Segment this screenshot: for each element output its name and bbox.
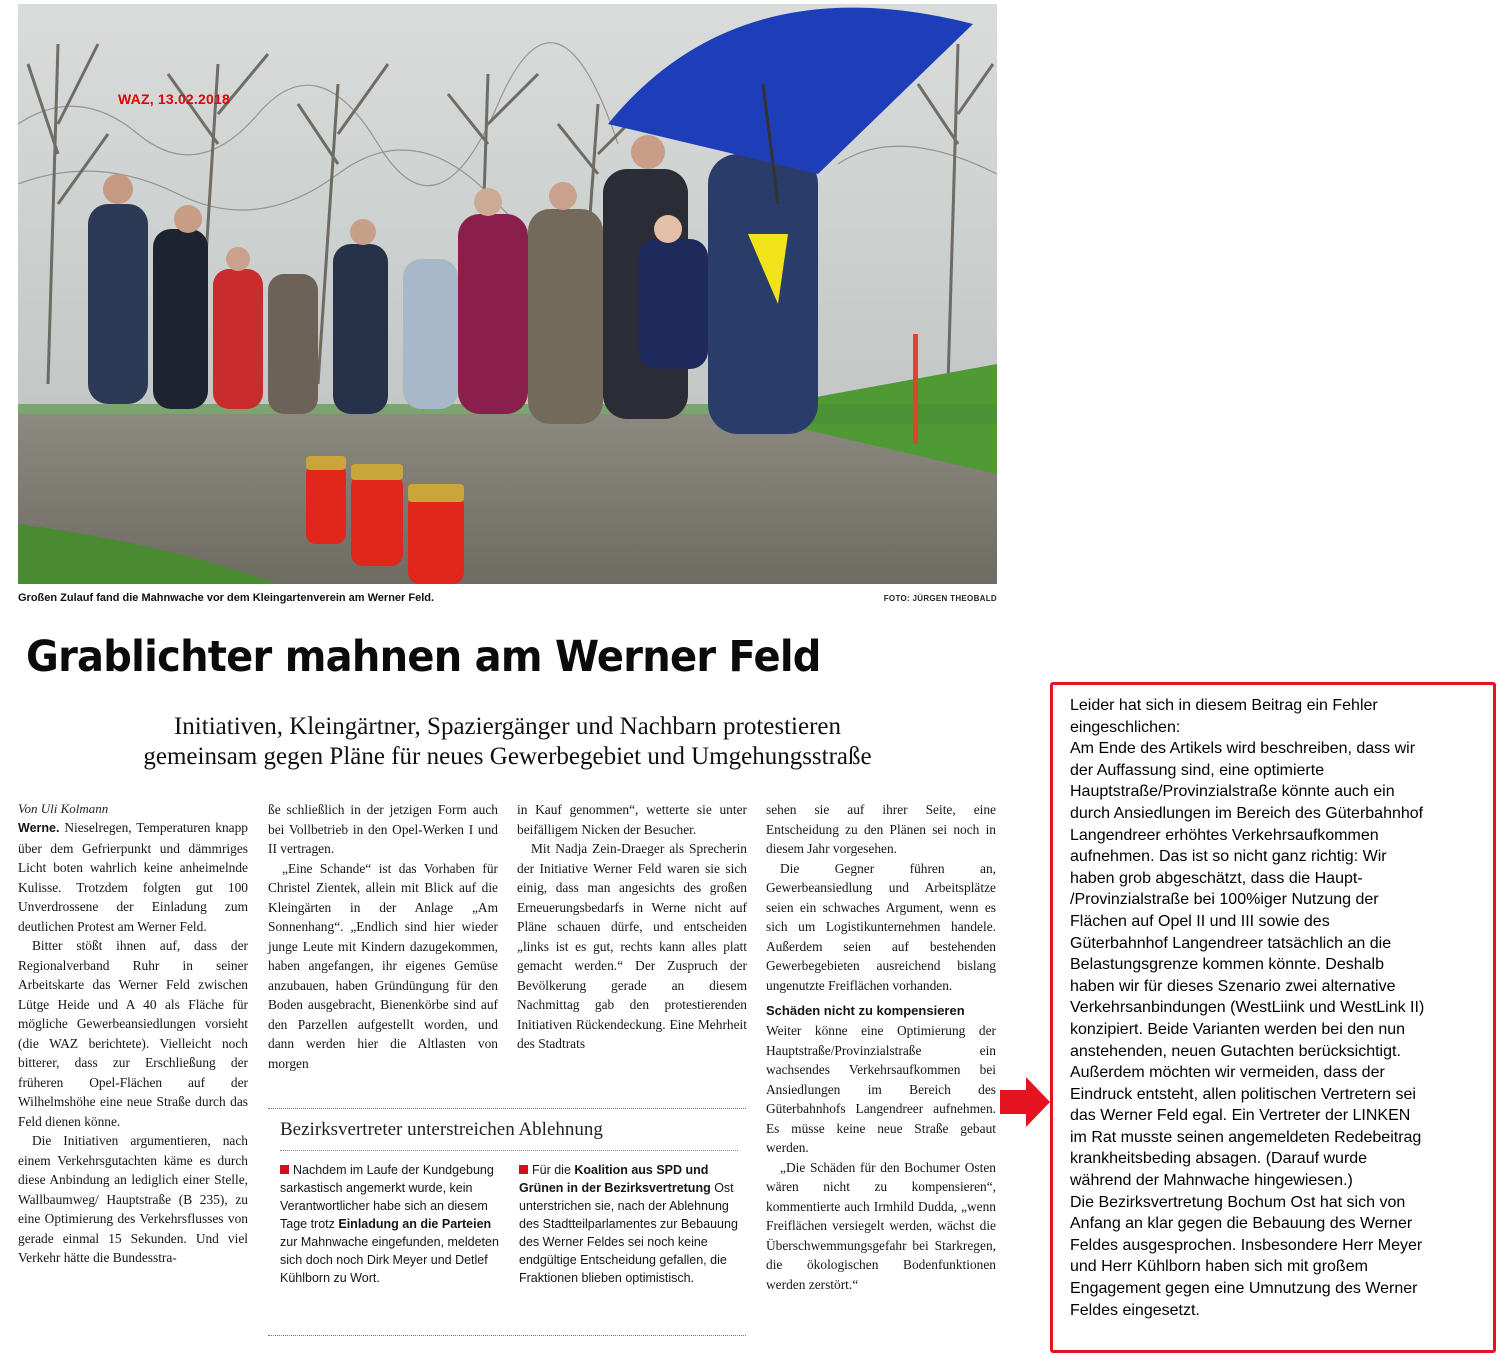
correction-note-line: durch Ansiedlungen im Bereich des Güterbahnhof [1070, 804, 1424, 822]
paragraph-text: Nieselregen, Temperaturen knapp über dem Gefrierpunkt und dämmriges Licht boten wahrlich keine anheimelnde Kulisse. Trotzdem folgten gut 100 Unverdrossene der Einladung zum deutlichen Protest am Werner Feld. [18, 820, 248, 934]
correction-note-line: während der Mahnwache hingewiesen.) [1070, 1172, 1353, 1190]
correction-note-line: Eindruck entsteht, allen politischen Vertretern sei [1070, 1085, 1416, 1103]
info-box-divider [280, 1150, 738, 1151]
article-subline-1: Initiativen, Kleingärtner, Spaziergänger und Nachbarn protestieren [173, 713, 842, 740]
correction-note-line: der Auffassung sind, eine optimierte [1070, 761, 1325, 779]
bold-text-run: Koalition aus SPD und Grünen in der Bezirksvertretung [519, 1163, 711, 1195]
section-subhead: Schäden nicht zu kompensieren [766, 1003, 965, 1018]
correction-note-line: Feldes eingesetzt. [1070, 1301, 1200, 1319]
paragraph [18, 818, 248, 936]
info-box-title: Bezirksvertreter unterstreichen Ablehnung [280, 1119, 603, 1140]
text-run: Für die [532, 1163, 575, 1177]
correction-note-line: Engagement gegen eine Umnutzung des Werner [1070, 1280, 1418, 1298]
article-column-3 [517, 800, 747, 1054]
correction-note-line: Die Bezirksvertretung Bochum Ost hat sich von [1070, 1193, 1406, 1211]
text-run: zur Mahnwache eingefunden, meldeten sich doch noch Dirk Meyer und Detlef Kühlborn zu Wort. [280, 1235, 499, 1285]
dateline: Werne. [18, 821, 60, 835]
correction-note-line: anstehenden, neuen Gutachten berücksichtigt. [1070, 1042, 1401, 1060]
paragraph: „Eine Schande“ ist das Vorhaben für Christel Zientek, allein mit Blick auf die Kleingärten in der Anlage „Am Sonnenhang“. „Endlich sind hier wieder junge Leute mit Kindern dazugekommen, haben angefangen, ihr eigenes Gemüse anzubauen, haben Gründüngung für den Boden ausgebracht, Bienenkörbe sind auf den Parzellen aufgestellt worden, und dann werden hier die Altlasten von morgen [268, 860, 498, 1071]
paragraph: Die Initiativen argumentieren, nach einem Verkehrsgutachten käme es durch diese Anbindung an lediglich einer Stelle, Wallbaumweg/ Hauptstraße (B 235), zu eine Optimierung des Verkehrsflusses von gerade einmal 15 Sekunden. Und viel Verkehr hätte die Bundesstra- [18, 1133, 248, 1265]
correction-note-line: Verkehrsanbindungen (WestLiink und WestLink II) [1070, 999, 1425, 1017]
correction-note-line: Flächen auf Opel II und III sowie des [1070, 912, 1330, 930]
correction-note-line: Feldes ausgesprochen. Insbesondere Herr Meyer [1070, 1236, 1423, 1254]
paragraph: sehen sie auf ihrer Seite, eine Entscheidung zu den Plänen sei noch in diesem Jahr vorgesehen. [766, 802, 996, 856]
bullet-square-icon [280, 1165, 289, 1174]
correction-note-line: und Herr Kühlborn haben sich mit großem [1070, 1258, 1368, 1276]
paragraph: Weiter könne eine Optimierung der Hauptstraße/Provinzialstraße ein wachsendes Verkehrsaufkommen bei Ansiedlungen im Bereich des Güterbahnhofs Langendreer aufnehmen. Es müsse keine neue Straße gebaut werden. [766, 1023, 996, 1155]
correction-note-line: haben grob abgeschätzt, dass die Haupt- [1070, 869, 1363, 887]
text-run: Nachdem im Laufe der Kundgebung sarkastisch angemerkt wurde, kein Verantwortlicher habe sich an diesem Tage trotz [280, 1163, 494, 1231]
photo-credit: FOTO: JÜRGEN THEOBALD [883, 594, 997, 603]
correction-note-line: Anfang an klar gegen die Bebauung des Werner [1070, 1215, 1413, 1233]
info-box-left-text [280, 1161, 502, 1287]
article-byline: Von Uli Kolmann [18, 801, 109, 816]
correction-note-line: im Rat musste seinen angemeldeten Redebeitrag [1070, 1128, 1422, 1146]
correction-note-line: Leider hat sich in diesem Beitrag ein Fehler [1070, 697, 1378, 714]
correction-note-text [1070, 695, 1481, 1321]
correction-note-line: krankheitsbeding absagen. (Darauf wurde [1070, 1150, 1368, 1168]
publication-date-stamp: WAZ, 13.02.2018 [118, 91, 230, 107]
info-box [268, 1108, 746, 1336]
correction-note-line: haben wir für dieses Szenario zwei alternative [1070, 977, 1396, 995]
article-column-1 [18, 818, 248, 1268]
photo-caption: Großen Zulauf fand die Mahnwache vor dem Kleingartenverein am Werner Feld. [18, 592, 435, 604]
correction-note-line: Langendreer erhöhtes Verkehrsaufkommen [1070, 826, 1379, 844]
paragraph: Die Gegner führen an, Gewerbeansiedlung und Arbeitsplätze seien ein schwaches Argument, wenn es sich um Logistikunternehmen handele. Außerdem seien auf bestehenden Gewerbegebieten ausreichend bislang ungenutzte Freiflächen vorhanden. [766, 860, 996, 993]
correction-note-line: /Provinzialstraße bei 100%iger Nutzung der [1070, 891, 1379, 909]
paragraph: in Kauf genommen“, wetterte sie unter beifälligem Nicken der Besucher. [517, 802, 747, 837]
article-column-4 [766, 800, 996, 1294]
paragraph: Mit Nadja Zein-Draeger als Sprecherin der Initiative Werner Feld waren sie sich einig, dass man angesichts des großen Erneuerungsbedarfs in Werne nicht auf Pläne schauen dürfe, und entscheiden „links ist es gut, rechts kann alles platt gemacht werden.“ Der Zuspruch der Bevölkerung gerade an diesem Nachmittag gab den protestierenden Initiativen Rückendeckung. Eine Mehrheit des Stadtrats [517, 841, 747, 1051]
text-run: Ost unterstrichen sie, nach der Ablehnung des Stadtteilparlamentes zur Bebauung des Werner Feldes sei noch keine endgültige Entscheidung gefallen, die Fraktionen blieben optimistisch. [519, 1181, 738, 1285]
paragraph: ße schließlich in der jetzigen Form auch bei Vollbetrieb in den Opel-Werken I und II vertragen. [268, 802, 498, 856]
correction-note-line: Am Ende des Artikels wird beschreiben, dass wir [1070, 740, 1416, 758]
correction-note-line: Belastungsgrenze kommen könnte. Deshalb [1070, 956, 1384, 974]
bold-text-run: Einladung an die Parteien [338, 1217, 492, 1231]
correction-note-line: eingeschlichen: [1070, 718, 1181, 736]
red-arrow-icon [1000, 1077, 1050, 1127]
correction-note-line: Hauptstraße/Provinzialstraße könnte auch ein [1070, 783, 1395, 801]
paragraph: „Die Schäden für den Bochumer Osten wären nicht zu kompensieren“, kommentierte auch Irmhild Dudda, „wenn Freiflächen versiegelt werden, wächst die Überschwemmungsgefahr bei Starkregen, die ökologischen Bodenfunktionen werden zerstört.“ [766, 1159, 996, 1292]
info-box-right-text [519, 1161, 741, 1287]
correction-note-line: konzipiert. Beide Varianten werden bei den nun [1070, 1020, 1406, 1038]
article-headline: Grablichter mahnen am Werner Feld [26, 632, 821, 682]
paragraph: Bitter stößt ihnen auf, dass der Regionalverband Ruhr in seiner Arbeitskarte das Werner Feld zwischen Lütge Heide und A 40 als Fläche für mögliche Gewerbeansiedlungen vorsieht (die WAZ berichtete). Vielleicht noch bitterer, dass zur Erschließung der früheren Opel-Flächen auf der Wilhelmshöhe eine neue Straße durch das Feld dienen könne. [18, 938, 248, 1129]
bullet-square-icon [519, 1165, 528, 1174]
correction-note-line: das Werner Feld egal. Ein Vertreter der LINKEN [1070, 1107, 1411, 1125]
correction-note [1050, 682, 1496, 1353]
correction-note-line: Güterbahnhof Langendreer tatsächlich an die [1070, 934, 1392, 952]
correction-note-line: Außerdem möchten wir vermeiden, dass der [1070, 1064, 1385, 1082]
article-subline-2: gemeinsam gegen Pläne für neues Gewerbegebiet und Umgehungsstraße [143, 743, 872, 770]
correction-note-line: aufnehmen. Das ist so nicht ganz richtig: Wir [1070, 848, 1387, 866]
article-column-2 [268, 800, 498, 1073]
